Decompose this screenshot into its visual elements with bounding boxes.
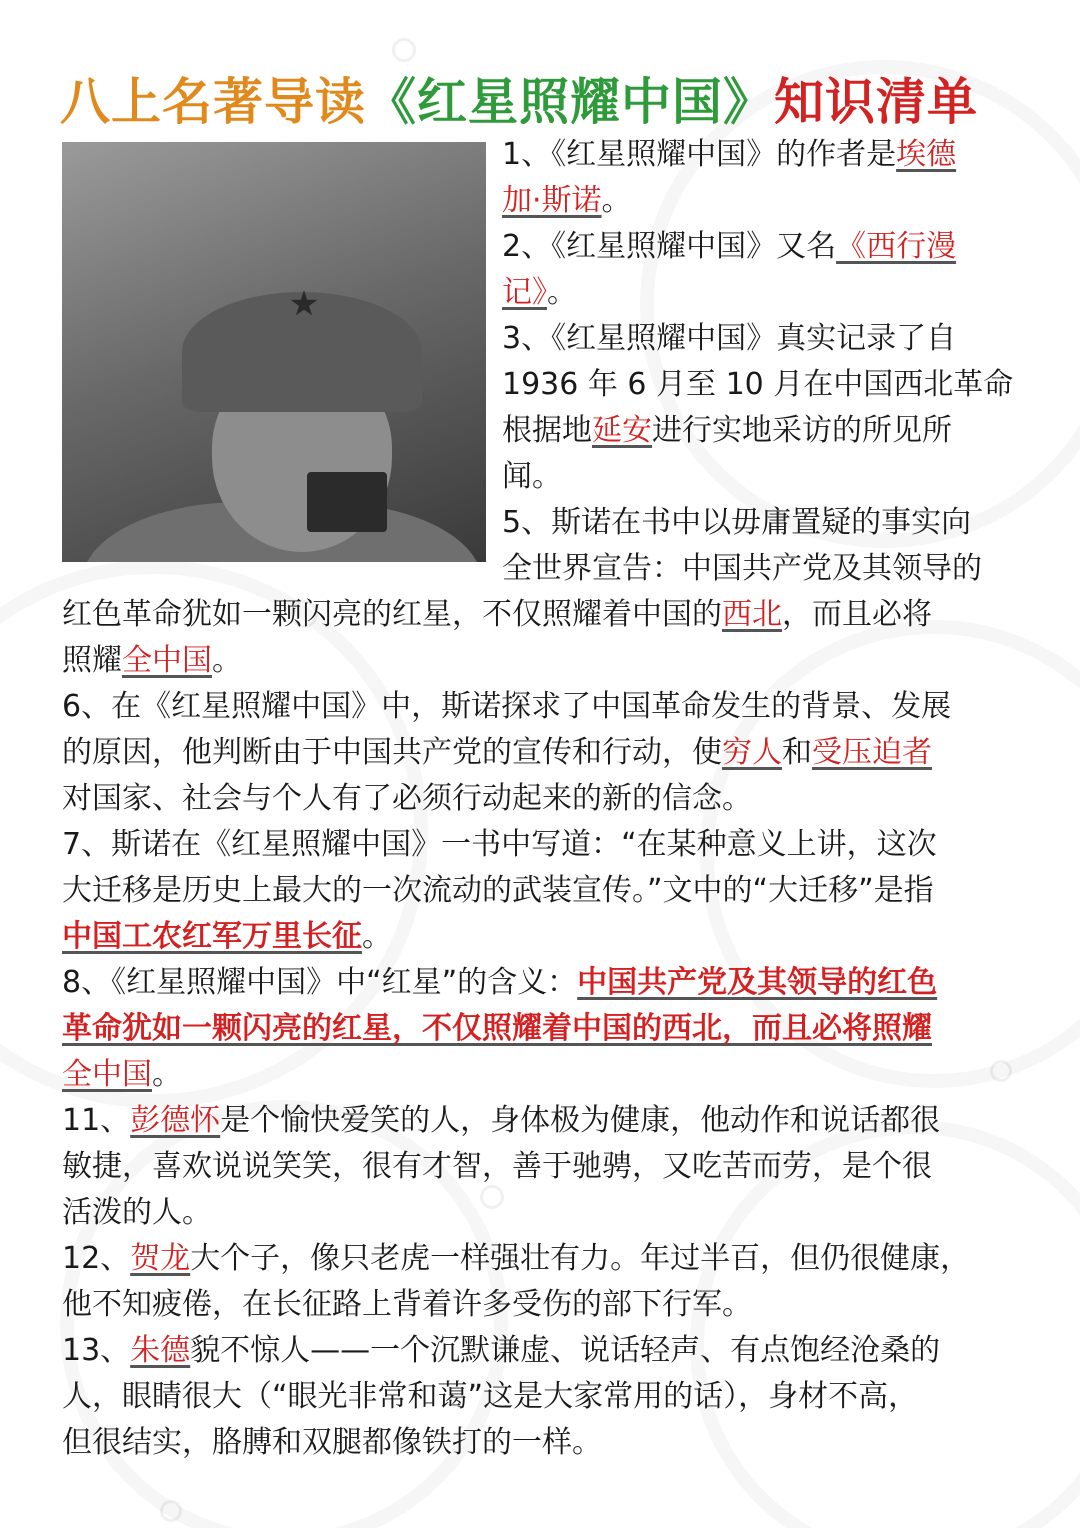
item-3-line-2: 1936 年 6 月至 10 月在中国西北革命	[502, 367, 1014, 402]
item-7-line-1: 7、斯诺在《红星照耀中国》一书中写道：“在某种意义上讲，这次	[62, 827, 937, 862]
answer-he-long: 贺龙	[130, 1241, 191, 1276]
item-11-line-2: 敏捷，喜欢说说笑笑，很有才智，善于驰骋，又吃苦而劳，是个很	[62, 1149, 932, 1184]
item-11-line-3: 活泼的人。	[62, 1195, 212, 1230]
item-12-line-2: 他不知疲倦，在长征路上背着许多受伤的部下行军。	[62, 1287, 752, 1322]
title-part-book: 《红星照耀中国》	[366, 73, 774, 131]
item-5-line-2: 全世界宣告：中国共产党及其领导的	[502, 551, 982, 586]
item-5-line-1: 5、斯诺在书中以毋庸置疑的事实向	[502, 505, 972, 540]
answer-yanan: 延安	[592, 413, 652, 448]
item-5-line-3: 红色革命犹如一颗闪亮的红星，不仅照耀着中国的西北，而且必将	[62, 597, 932, 632]
item-6-line-2: 的原因，他判断由于中国共产党的宣传和行动，使穷人和受压迫者	[62, 735, 932, 770]
item-13-line-1: 13、朱德貌不惊人——一个沉默谦虚、说话轻声、有点饱经沧桑的	[62, 1333, 941, 1368]
answer-alt-title: 《西行漫	[836, 229, 957, 264]
item-2-line-2: 记》。	[502, 275, 577, 310]
answer-northwest: 西北	[722, 597, 782, 632]
answer-zhu-de: 朱德	[130, 1333, 191, 1368]
item-1-line-1: 1、《红星照耀中国》的作者是埃德	[502, 137, 957, 172]
title-part-grade: 八上名著导读	[60, 73, 366, 131]
answer-poor: 穷人	[722, 735, 782, 770]
bg-dot-decoration	[160, 1500, 182, 1522]
answer-red-star-meaning-end: 全中国	[62, 1057, 152, 1092]
answer-long-march: 中国工农红军万里长征	[62, 919, 362, 954]
answer-oppressed: 受压迫者	[812, 735, 932, 770]
item-13-line-2: 人，眼睛很大（“眼光非常和蔼”这是大家常用的话），身材不高，	[62, 1379, 919, 1414]
item-11-line-1: 11、彭德怀是个愉快爱笑的人，身体极为健康，他动作和说话都很	[62, 1103, 941, 1138]
bg-dot-decoration	[990, 1060, 1012, 1082]
item-8-line-1: 8、《红星照耀中国》中“红星”的含义：中国共产党及其领导的红色	[62, 965, 938, 1000]
item-3-line-1: 3、《红星照耀中国》真实记录了自	[502, 321, 957, 356]
item-7-line-2: 大迁移是历史上最大的一次流动的武装宣传。”文中的“大迁移”是指	[62, 873, 934, 908]
item-3-line-4: 闻。	[502, 459, 562, 494]
answer-red-star-meaning: 中国共产党及其领导的红色	[577, 965, 938, 1000]
answer-all-china: 全中国	[122, 643, 212, 678]
author-portrait-photo	[62, 142, 486, 562]
item-5-line-4: 照耀全中国。	[62, 643, 242, 678]
page-title	[60, 70, 1030, 134]
item-13-line-3: 但很结实，胳膊和双腿都像铁打的一样。	[62, 1425, 602, 1460]
item-6-line-3: 对国家、社会与个人有了必须行动起来的新的信念。	[62, 781, 752, 816]
item-7-line-3: 中国工农红军万里长征。	[62, 919, 392, 954]
answer-author: 埃德	[896, 137, 957, 172]
item-2-line-1: 2、《红星照耀中国》又名《西行漫	[502, 229, 957, 264]
bg-dot-decoration	[392, 38, 416, 62]
item-8-line-2	[62, 1006, 932, 1052]
answer-author-cont: 加·斯诺	[502, 183, 602, 218]
title-part-list: 知识清单	[774, 73, 978, 131]
answer-alt-title-cont: 记》	[502, 275, 547, 310]
item-8-line-3: 全中国。	[62, 1057, 182, 1092]
item-6-line-1: 6、在《红星照耀中国》中，斯诺探求了中国革命发生的背景、发展	[62, 689, 952, 724]
item-1-line-2: 加·斯诺。	[502, 183, 632, 218]
answer-peng-dehuai: 彭德怀	[130, 1103, 221, 1138]
item-3-line-3: 根据地延安进行实地采访的所见所	[502, 413, 952, 448]
item-12-line-1: 12、贺龙大个子，像只老虎一样强壮有力。年过半百，但仍很健康，	[62, 1241, 971, 1276]
answer-red-star-meaning-cont: 革命犹如一颗闪亮的红星，不仅照耀着中国的西北，而且必将照耀	[62, 1011, 932, 1046]
photo-pocket-shape	[307, 472, 387, 532]
